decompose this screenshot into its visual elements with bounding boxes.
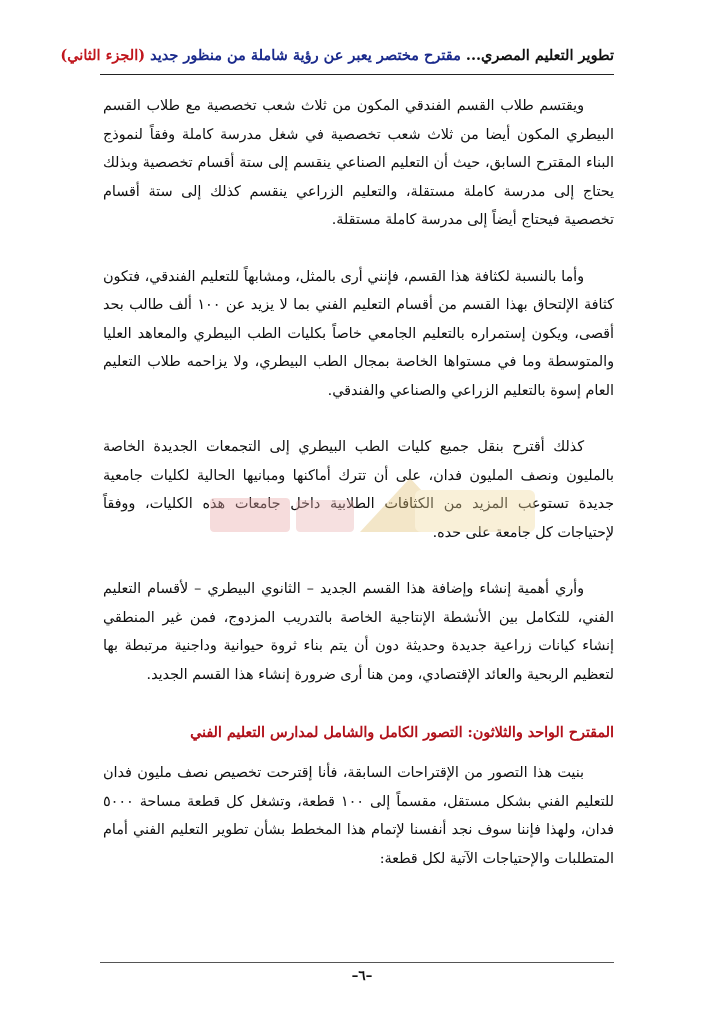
header-part-label: (الجزء الثاني)	[60, 47, 146, 64]
paragraph-2: وأما بالنسبة لكثافة هذا القسم، فإنني أرى بالمثل، ومشابهاً للتعليم الفندقي، فتكون كثافة الإلتحاق بهذا القسم من أقسام التعليم الفني بما لا يزيد عن ١٠٠ ألف طالب بحد أقصى، ويكون إستمراره بالتعليم الجامعي خاصاً بكليات الطب البيطري والمعاهد العليا والمتوسطة وما في مستواها الخاصة بمجال الطب البيطري، ولا يزاحمه طلاب التعليم العام إسوة بالتعليم الزراعي والصناعي والفندقي.	[103, 268, 614, 399]
header-title-sub: مقترح مختصر يعبر عن رؤية شاملة من منظور جديد	[145, 47, 466, 64]
paragraph-1: ويقتسم طلاب القسم الفندقي المكون من ثلاث شعب تخصصية مع طلاب القسم البيطري المكون أيضا من ثلاث شعب تخصصية في شغل مدرسة كاملة وفقاً لنموذج البناء المقترح السابق، حيث أن التعليم الصناعي ينقسم إلى ستة أقسام تخصصية وبذلك يحتاج إلى مدرسة كاملة مستقلة، والتعليم الزراعي ينقسم كذلك إلى ستة أقسام تخصصية فيحتاج أيضاً إلى مدرسة كاملة مستقلة.	[103, 98, 614, 228]
header-title-main: تطوير التعليم المصري...	[465, 47, 614, 64]
page-number: –٦–	[351, 968, 373, 984]
paragraph-5: بنيت هذا التصور من الإقتراحات السابقة، فأنا إقترحت تخصيص نصف مليون فدان للتعليم الفني بشكل مستقل، مقسماً إلى ١٠٠ قطعة، وتشغل كل قطعة مساحة ٥٠٠٠ فدان، ولهذا فإننا سوف نجد أنفسنا لإتمام هذا المخطط بشأن تطوير التعليم الفني أمام المتطلبات والإحتياجات الآتية لكل قطعة:	[103, 765, 614, 867]
footer-divider	[100, 962, 614, 963]
running-header	[60, 44, 614, 68]
paragraph-3: كذلك أقترح بنقل جميع كليات الطب البيطري إلى التجمعات الجديدة الخاصة بالمليون ونصف المليون فدان، على أن تترك أماكنها ومبانيها الحالية لكليات جامعية جديدة تستوعب المزيد من الكثافات الطلابية داخل جامعات هذه الكليات، ووفقاً لإحتياجات كل جامعة على حده.	[103, 439, 614, 541]
section-heading: المقترح الواحد والثلاثون: التصور الكامل والشامل لمدارس التعليم الفني	[190, 725, 614, 741]
header-divider	[100, 74, 614, 75]
body-text	[103, 92, 614, 901]
paragraph-4: وأري أهمية إنشاء وإضافة هذا القسم الجديد – الثانوي البيطري – لأقسام التعليم الفني، للتكامل بين الأنشطة الإنتاجية الخاصة بالتدريب المزدوج، فمن غير المنطقي إنشاء كيانات زراعية جديدة وحديثة دون أن يتم بناء ثروة حيوانية وداجنية مرتبطة بها لتعظيم الربحية والعائد الإقتصادي، ومن هنا أرى ضرورة إنشاء هذا القسم الجديد.	[103, 581, 614, 683]
